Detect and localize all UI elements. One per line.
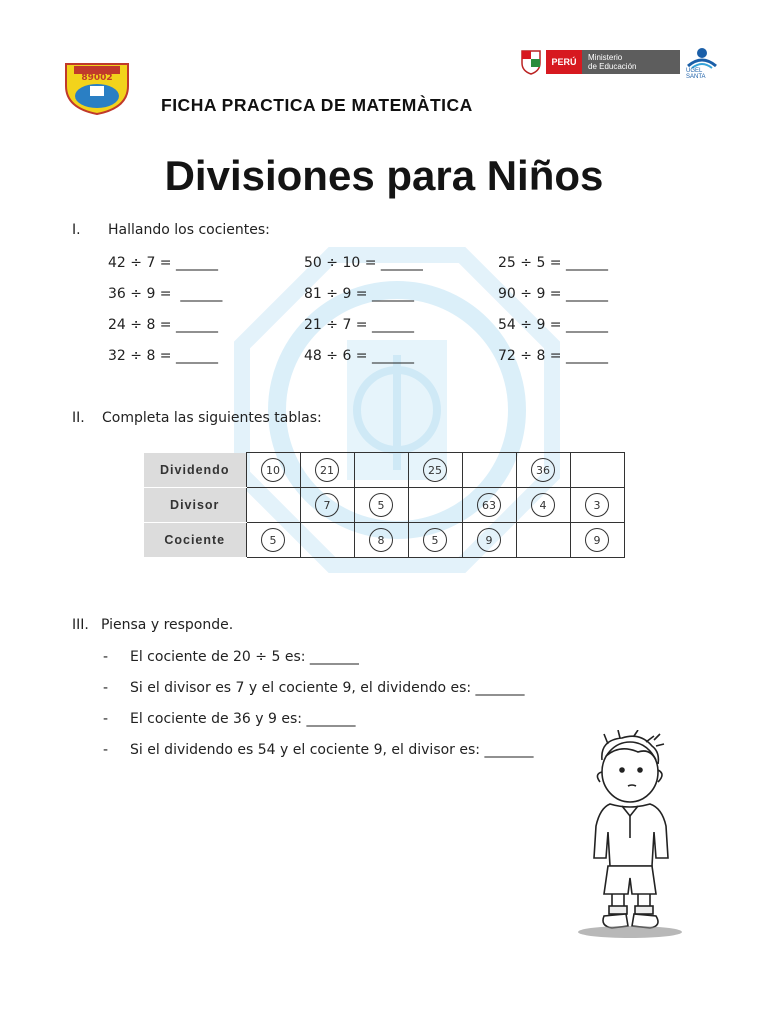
bullet: - (103, 649, 109, 665)
problem: 25 ÷ 5 = ______ (498, 255, 608, 271)
circled-value: 63 (477, 493, 501, 517)
table-cell (462, 488, 516, 523)
division-table (144, 452, 625, 558)
peru-shield-icon (520, 49, 542, 75)
table-cell[interactable] (300, 523, 354, 558)
bullet: - (103, 711, 109, 727)
table-cell[interactable] (408, 488, 462, 523)
question: Si el dividendo es 54 y el cociente 9, el divisor es: _______ (130, 742, 534, 758)
circled-value: 21 (315, 458, 339, 482)
problem: 90 ÷ 9 = ______ (498, 286, 608, 302)
section-2-label: Completa las siguientes tablas: (102, 410, 322, 426)
table-cell (354, 523, 408, 558)
ugel-label: UGEL SANTA (686, 68, 706, 80)
worksheet-subtitle: FICHA PRACTICA DE MATEMÀTICA (161, 95, 473, 115)
circled-value: 9 (585, 528, 609, 552)
problem: 42 ÷ 7 = ______ (108, 255, 218, 271)
table-cell[interactable] (516, 523, 570, 558)
row-header: Cociente (144, 523, 246, 558)
problem: 50 ÷ 10 = ______ (304, 255, 423, 271)
problem: 24 ÷ 8 = ______ (108, 317, 218, 333)
section-3-label: Piensa y responde. (101, 617, 234, 633)
table-cell (408, 523, 462, 558)
circled-value: 9 (477, 528, 501, 552)
circled-value: 7 (315, 493, 339, 517)
question: Si el divisor es 7 y el cociente 9, el dividendo es: _______ (130, 680, 525, 696)
table-row (144, 488, 624, 523)
table-cell (570, 523, 624, 558)
circled-value: 10 (261, 458, 285, 482)
question: El cociente de 20 ÷ 5 es: _______ (130, 649, 359, 665)
problem: 72 ÷ 8 = ______ (498, 348, 608, 364)
section-1-number: I. (72, 222, 81, 238)
circled-value: 5 (423, 528, 447, 552)
section-3-number: III. (72, 617, 89, 633)
table-cell (462, 523, 516, 558)
problem: 36 ÷ 9 = ______ (108, 286, 223, 302)
problem: 21 ÷ 7 = ______ (304, 317, 414, 333)
ministry-label: Ministerio de Educación (582, 50, 680, 74)
problem: 81 ÷ 9 = ______ (304, 286, 414, 302)
circled-value: 4 (531, 493, 555, 517)
table-cell (246, 523, 300, 558)
table-cell (516, 453, 570, 488)
ministry-logo (520, 46, 704, 78)
table-cell (300, 488, 354, 523)
row-header: Divisor (144, 488, 246, 523)
problem: 32 ÷ 8 = ______ (108, 348, 218, 364)
circled-value: 36 (531, 458, 555, 482)
bullet: - (103, 742, 109, 758)
circled-value: 25 (423, 458, 447, 482)
bullet: - (103, 680, 109, 696)
circled-value: 5 (261, 528, 285, 552)
school-logo-number: 89002 (81, 73, 113, 83)
section-1-label: Hallando los cocientes: (108, 222, 270, 238)
question: El cociente de 36 y 9 es: _______ (130, 711, 356, 727)
problem: 54 ÷ 9 = ______ (498, 317, 608, 333)
circled-value: 5 (369, 493, 393, 517)
school-logo (62, 56, 132, 116)
table-cell (300, 453, 354, 488)
peru-label: PERÚ (546, 50, 582, 74)
section-2-number: II. (72, 410, 85, 426)
table-cell (570, 488, 624, 523)
row-header: Dividendo (144, 453, 246, 488)
table-row (144, 523, 624, 558)
boy-illustration (560, 730, 690, 940)
page-title: Divisiones para Niños (164, 152, 604, 199)
table-cell[interactable] (246, 488, 300, 523)
table-cell (354, 488, 408, 523)
table-cell[interactable] (354, 453, 408, 488)
table-cell[interactable] (462, 453, 516, 488)
circled-value: 3 (585, 493, 609, 517)
table-row (144, 453, 624, 488)
table-cell (408, 453, 462, 488)
table-cell (516, 488, 570, 523)
table-cell (246, 453, 300, 488)
problem: 48 ÷ 6 = ______ (304, 348, 414, 364)
table-cell[interactable] (570, 453, 624, 488)
circled-value: 8 (369, 528, 393, 552)
